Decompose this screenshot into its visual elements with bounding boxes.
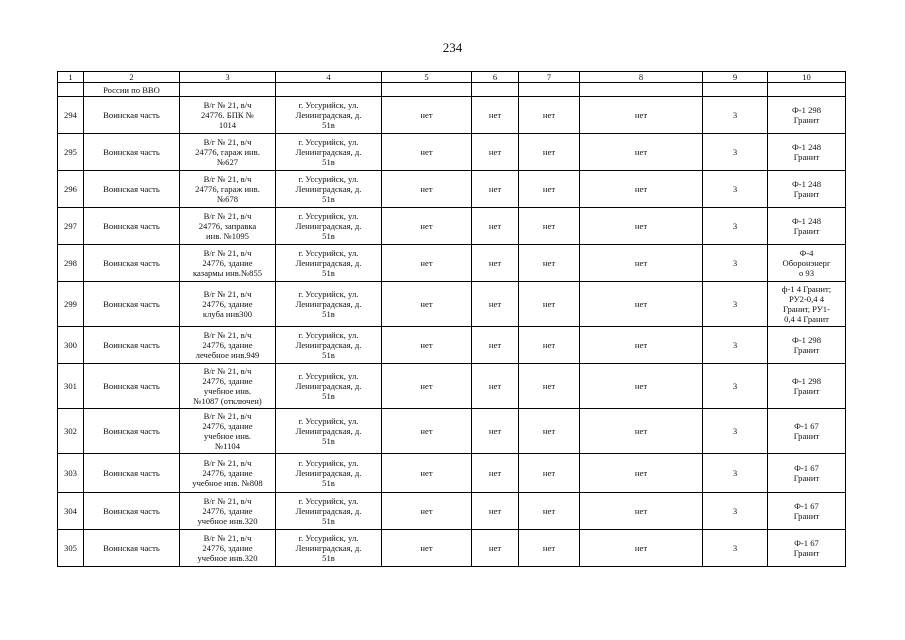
object-type: Воинская часть xyxy=(84,493,180,530)
column-header: 10 xyxy=(768,72,846,83)
col6-value: нет xyxy=(472,409,519,454)
object-type: Воинская часть xyxy=(84,454,180,493)
col8-value: нет xyxy=(580,530,703,567)
address: г. Уссурийск, ул. Ленинградская, д. 51в xyxy=(276,171,382,208)
table-row xyxy=(58,97,846,134)
category-value: 3 xyxy=(703,454,768,493)
address: г. Уссурийск, ул. Ленинградская, д. 51в xyxy=(276,245,382,282)
object-type: Воинская часть xyxy=(84,409,180,454)
row-number: 294 xyxy=(58,97,84,134)
col8-value: нет xyxy=(580,171,703,208)
table-row xyxy=(58,171,846,208)
col6-value: нет xyxy=(472,454,519,493)
feeder-value: Ф-1 298 Гранит xyxy=(768,364,846,409)
col6-value: нет xyxy=(472,171,519,208)
col8-value: нет xyxy=(580,97,703,134)
object-type: Воинская часть xyxy=(84,97,180,134)
col8-value: нет xyxy=(580,327,703,364)
table-row xyxy=(58,364,846,409)
object-name: В/г № 21, в/ч 24776, здание учебное инв.320 xyxy=(180,530,276,567)
col6-value: нет xyxy=(472,327,519,364)
feeder-value: Ф-1 298 Гранит xyxy=(768,327,846,364)
object-type: Воинская часть xyxy=(84,364,180,409)
table-row xyxy=(58,282,846,327)
category-value: 3 xyxy=(703,97,768,134)
feeder-value: Ф-1 298 Гранит xyxy=(768,97,846,134)
feeder-value: Ф-1 248 Гранит xyxy=(768,171,846,208)
row-number: 303 xyxy=(58,454,84,493)
column-header: 9 xyxy=(703,72,768,83)
category-value: 3 xyxy=(703,245,768,282)
row-number: 305 xyxy=(58,530,84,567)
address: г. Уссурийск, ул. Ленинградская, д. 51в xyxy=(276,134,382,171)
col7-value: нет xyxy=(519,409,580,454)
col6-value: нет xyxy=(472,493,519,530)
row-number: 298 xyxy=(58,245,84,282)
column-header: 3 xyxy=(180,72,276,83)
col7-value: нет xyxy=(519,327,580,364)
registry-table xyxy=(57,71,846,567)
column-header: 7 xyxy=(519,72,580,83)
table-row xyxy=(58,327,846,364)
address: г. Уссурийск, ул. Ленинградская, д. 51в xyxy=(276,97,382,134)
page-number: 234 xyxy=(442,40,463,55)
col5-value: нет xyxy=(382,245,472,282)
table-row xyxy=(58,245,846,282)
row-number: 302 xyxy=(58,409,84,454)
col8-value: нет xyxy=(580,245,703,282)
column-header: 5 xyxy=(382,72,472,83)
feeder-value: Ф-1 67 Гранит xyxy=(768,530,846,567)
row-number: 300 xyxy=(58,327,84,364)
category-value: 3 xyxy=(703,327,768,364)
row-number: 295 xyxy=(58,134,84,171)
object-name: В/г № 21, в/ч 24776, здание учебное инв.320 xyxy=(180,493,276,530)
col8-value: нет xyxy=(580,454,703,493)
address: г. Уссурийск, ул. Ленинградская, д. 51в xyxy=(276,493,382,530)
object-name: В/г № 21, в/ч 24776. БПК № 1014 xyxy=(180,97,276,134)
table-row xyxy=(58,530,846,567)
feeder-value: Ф-1 248 Гранит xyxy=(768,208,846,245)
row-number: 296 xyxy=(58,171,84,208)
feeder-value: Ф-4 Оборонэнерг о 93 xyxy=(768,245,846,282)
row-number: 297 xyxy=(58,208,84,245)
address: г. Уссурийск, ул. Ленинградская, д. 51в xyxy=(276,530,382,567)
col7-value: нет xyxy=(519,530,580,567)
category-value: 3 xyxy=(703,134,768,171)
object-type: Воинская часть xyxy=(84,327,180,364)
col5-value: нет xyxy=(382,454,472,493)
object-type: Воинская часть xyxy=(84,282,180,327)
category-value: 3 xyxy=(703,409,768,454)
table-row xyxy=(58,409,846,454)
object-name: В/г № 21, в/ч 24776, здание лечебное инв.949 xyxy=(180,327,276,364)
address: г. Уссурийск, ул. Ленинградская, д. 51в xyxy=(276,454,382,493)
column-header: 4 xyxy=(276,72,382,83)
feeder-value: Ф-1 67 Гранит xyxy=(768,409,846,454)
object-type: Воинская часть xyxy=(84,245,180,282)
col5-value: нет xyxy=(382,134,472,171)
feeder-value: Ф-1 248 Гранит xyxy=(768,134,846,171)
category-value: 3 xyxy=(703,364,768,409)
col5-value: нет xyxy=(382,282,472,327)
col5-value: нет xyxy=(382,493,472,530)
table-row xyxy=(58,493,846,530)
col6-value: нет xyxy=(472,530,519,567)
address: г. Уссурийск, ул. Ленинградская, д. 51в xyxy=(276,364,382,409)
col5-value: нет xyxy=(382,327,472,364)
object-name: В/г № 21, в/ч 24776, гараж инв. №678 xyxy=(180,171,276,208)
col5-value: нет xyxy=(382,530,472,567)
col8-value: нет xyxy=(580,409,703,454)
feeder-value: Ф-1 67 Гранит xyxy=(768,454,846,493)
table-row xyxy=(58,208,846,245)
address: г. Уссурийск, ул. Ленинградская, д. 51в xyxy=(276,327,382,364)
col6-value: нет xyxy=(472,208,519,245)
col5-value: нет xyxy=(382,97,472,134)
continuation-text: России по ВВО xyxy=(84,83,180,97)
address: г. Уссурийск, ул. Ленинградская, д. 51в xyxy=(276,282,382,327)
col6-value: нет xyxy=(472,134,519,171)
object-name: В/г № 21, в/ч 24776, здание учебное инв. №808 xyxy=(180,454,276,493)
col6-value: нет xyxy=(472,282,519,327)
col7-value: нет xyxy=(519,134,580,171)
col7-value: нет xyxy=(519,454,580,493)
column-number-row xyxy=(58,72,846,83)
object-type: Воинская часть xyxy=(84,530,180,567)
col8-value: нет xyxy=(580,493,703,530)
table-row xyxy=(58,134,846,171)
object-name: В/г № 21, в/ч 24776, гараж инв. №627 xyxy=(180,134,276,171)
feeder-value: Ф-1 67 Гранит xyxy=(768,493,846,530)
category-value: 3 xyxy=(703,282,768,327)
object-name: В/г № 21, в/ч 24776, здание казармы инв.№855 xyxy=(180,245,276,282)
object-name: В/г № 21, в/ч 24776, здание клуба инв300 xyxy=(180,282,276,327)
col6-value: нет xyxy=(472,245,519,282)
continuation-row xyxy=(58,83,846,97)
col7-value: нет xyxy=(519,97,580,134)
object-name: В/г № 21, в/ч 24776, здание учебное инв. №1104 xyxy=(180,409,276,454)
category-value: 3 xyxy=(703,493,768,530)
col8-value: нет xyxy=(580,208,703,245)
row-number: 301 xyxy=(58,364,84,409)
feeder-value: ф-1 4 Гранит; РУ2-0,4 4 Гранит, РУ1- 0,4 4 Гранит xyxy=(768,282,846,327)
category-value: 3 xyxy=(703,530,768,567)
category-value: 3 xyxy=(703,171,768,208)
column-header: 1 xyxy=(58,72,84,83)
col7-value: нет xyxy=(519,171,580,208)
column-header: 8 xyxy=(580,72,703,83)
address: г. Уссурийск, ул. Ленинградская, д. 51в xyxy=(276,208,382,245)
col7-value: нет xyxy=(519,364,580,409)
address: г. Уссурийск, ул. Ленинградская, д. 51в xyxy=(276,409,382,454)
row-number: 304 xyxy=(58,493,84,530)
col7-value: нет xyxy=(519,282,580,327)
col5-value: нет xyxy=(382,364,472,409)
row-number: 299 xyxy=(58,282,84,327)
col6-value: нет xyxy=(472,364,519,409)
col8-value: нет xyxy=(580,364,703,409)
object-type: Воинская часть xyxy=(84,171,180,208)
object-type: Воинская часть xyxy=(84,134,180,171)
category-value: 3 xyxy=(703,208,768,245)
col7-value: нет xyxy=(519,493,580,530)
col8-value: нет xyxy=(580,134,703,171)
object-type: Воинская часть xyxy=(84,208,180,245)
col6-value: нет xyxy=(472,97,519,134)
col7-value: нет xyxy=(519,208,580,245)
column-header: 6 xyxy=(472,72,519,83)
col5-value: нет xyxy=(382,409,472,454)
object-name: В/г № 21, в/ч 24776, заправка инв. №1095 xyxy=(180,208,276,245)
col5-value: нет xyxy=(382,208,472,245)
column-header: 2 xyxy=(84,72,180,83)
table-row xyxy=(58,454,846,493)
col7-value: нет xyxy=(519,245,580,282)
object-name: В/г № 21, в/ч 24776, здание учебное инв. №1087 (отключен) xyxy=(180,364,276,409)
col5-value: нет xyxy=(382,171,472,208)
col8-value: нет xyxy=(580,282,703,327)
